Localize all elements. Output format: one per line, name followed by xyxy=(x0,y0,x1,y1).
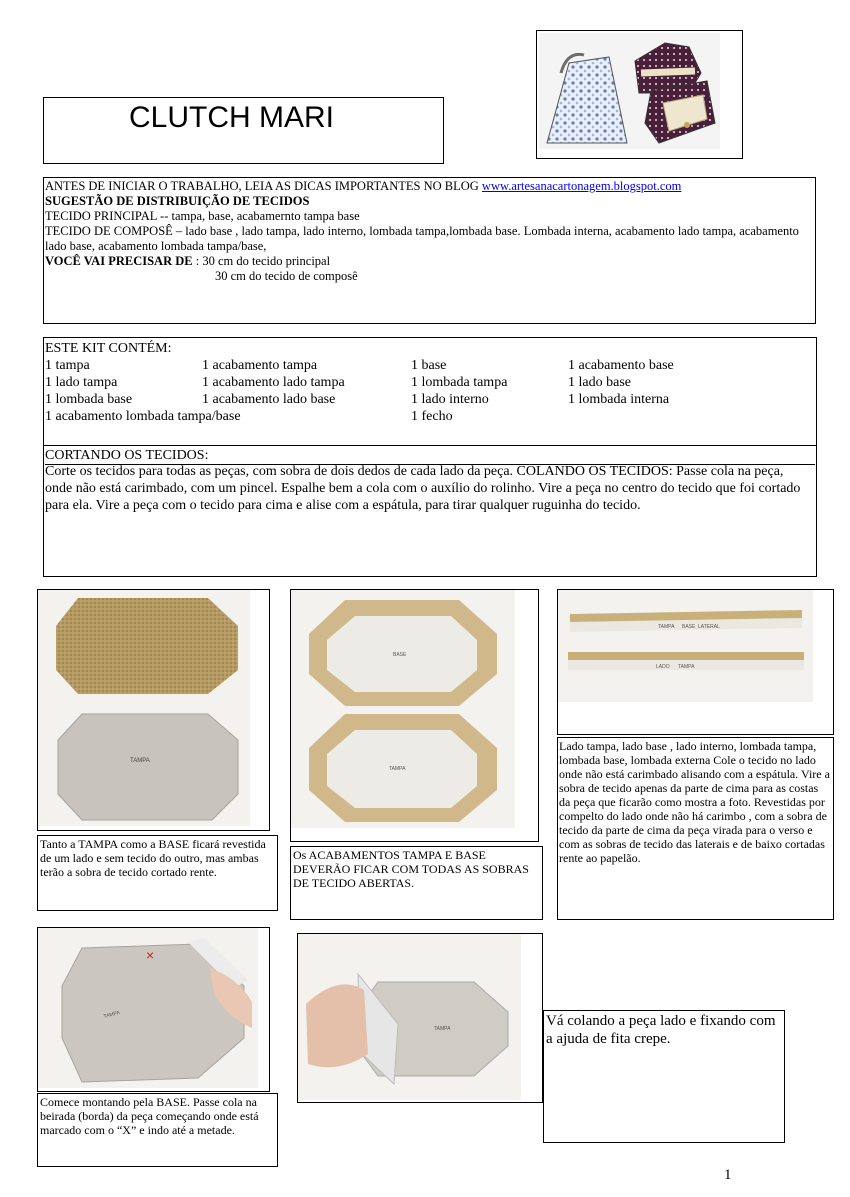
step1-caption-box xyxy=(37,835,278,911)
tampa-stamp-4: TAMPA xyxy=(434,1026,451,1032)
step4-caption: Comece montando pela BASE. Passe cola na beirada (borda) da peça começando onde está marcado com o “X” e indo até a metade. xyxy=(40,1095,259,1137)
blog-link[interactable]: www.artesanacartonagem.blogspot.com xyxy=(481,179,682,193)
step5-photo xyxy=(298,934,521,1100)
kit-item: 1 acabamento lado tampa xyxy=(202,375,345,390)
kit-item: 1 acabamento lado base xyxy=(202,392,336,407)
step5-caption: Vá colando a peça lado e fixando com a ajuda de fita crepe. xyxy=(546,1013,776,1047)
step3-photo xyxy=(558,590,813,702)
kit-item: 1 acabamento tampa xyxy=(202,358,318,373)
strip2-label-a: LADO xyxy=(656,664,670,670)
step3-photo-frame xyxy=(557,589,834,735)
strips-illustration xyxy=(558,590,813,702)
kit-item: 1 fecho xyxy=(411,409,453,424)
tampa-stamp-2: TAMPA xyxy=(389,766,406,772)
x-mark: × xyxy=(146,947,155,963)
clutch-illustration xyxy=(539,33,720,149)
need-2: 30 cm do tecido de composê xyxy=(215,269,358,283)
intro-box xyxy=(43,177,816,324)
kit-col-3 xyxy=(411,357,507,425)
step2-photo-frame xyxy=(290,589,539,842)
step5-photo-frame xyxy=(297,933,543,1103)
strip1-label-b: BASE xyxy=(682,624,696,630)
strip2-label-b: TAMPA xyxy=(678,664,695,670)
intro-warning: ANTES DE INICIAR O TRABALHO, LEIA AS DICAS IMPORTANTES NO BLOG xyxy=(45,179,479,193)
strip1-label-c: LATERAL xyxy=(698,624,720,630)
fabric-principal: TECIDO PRINCIPAL -- tampa, base, acabamernto tampa base xyxy=(45,209,360,223)
finishing-pieces-illustration xyxy=(291,590,515,828)
strip1-label-a: TAMPA xyxy=(658,624,675,630)
fabric-compose: TECIDO DE COMPOSÊ – lado base , lado tampa, lado interno, lombada tampa,lombada base. Lombada interna, acabamento lado tampa, acabamento lado base, acabamento lombada tampa/base, xyxy=(45,224,799,253)
need-line xyxy=(45,254,810,269)
step4-photo xyxy=(38,928,258,1088)
kit-item: 1 lado interno xyxy=(411,392,489,407)
tampa-stamp-3: TAMPA xyxy=(102,1009,121,1020)
step2-caption: Os ACABAMENTOS TAMPA E BASE DEVERÃO FICAR COM TODAS AS SOBRAS DE TECIDO ABERTAS. xyxy=(293,848,529,890)
kit-item: 1 lombada interna xyxy=(568,392,670,407)
product-photo xyxy=(539,33,720,149)
kit-box xyxy=(43,337,817,457)
kit-item: 1 tampa xyxy=(45,358,90,373)
kit-heading: ESTE KIT CONTÉM: xyxy=(45,341,172,356)
cutting-text: Corte os tecidos para todas as peças, com sobra de dois dedos de cada lado da peça. COLANDO OS TECIDOS: Passe cola na peça, onde não está carimbado, com um pincel. Espalhe bem a cola com o auxílio do rolinho. Vire a peça no centro do tecido que foi cortado para ela. Vire a peça com o tecido para cima e alise com a espátula, para tirar qualquer ruguinha do tecido. xyxy=(45,464,801,513)
tape-fixing-illustration xyxy=(298,934,521,1100)
intro-text xyxy=(45,179,810,284)
kit-item: 1 base xyxy=(411,358,447,373)
step1-photo xyxy=(38,590,250,826)
step2-photo xyxy=(291,590,515,828)
glue-base-illustration xyxy=(38,928,258,1088)
kit-item: 1 acabamento base xyxy=(568,358,674,373)
kit-item: 1 lado tampa xyxy=(45,375,118,390)
tampa-stamp: TAMPA xyxy=(130,758,150,764)
kit-item: 1 lado base xyxy=(568,375,631,390)
step1-caption: Tanto a TAMPA como a BASE ficará revestida de um lado e sem tecido do outro, mas ambas terão a sobra de tecido cortado rente. xyxy=(40,837,266,879)
cardboard-pieces-illustration xyxy=(38,590,250,826)
kit-item: 1 acabamento lombada tampa/base xyxy=(45,409,241,424)
need-label: VOCÊ VAI PRECISAR DE xyxy=(45,254,193,268)
product-photo-frame xyxy=(536,30,743,159)
title-box xyxy=(43,97,444,164)
step2-caption-box xyxy=(290,846,543,920)
kit-item: 1 lombada base xyxy=(45,392,133,407)
step3-caption-box xyxy=(557,737,834,920)
need-1: : 30 cm do tecido principal xyxy=(195,254,331,268)
cutting-heading: CORTANDO OS TECIDOS: xyxy=(45,447,815,465)
kit-col-2 xyxy=(202,357,345,408)
distribution-heading: SUGESTÃO DE DISTRIBUIÇÃO DE TECIDOS xyxy=(45,194,310,208)
step4-caption-box xyxy=(37,1093,278,1167)
page-title: CLUTCH MARI xyxy=(129,101,335,134)
kit-col-4 xyxy=(568,357,674,408)
step4-photo-frame xyxy=(37,927,270,1092)
page-number: 1 xyxy=(724,1167,732,1183)
step3-caption: Lado tampa, lado base , lado interno, lombada tampa, lombada base, lombada externa Cole o tecido no lado onde não está carimbado alisando com a espátula. Vire a sobra de tecido apenas da parte de cima para as costas da peça que ficarão como mostra a foto. Revestidas por compelto do lado onde não há carimbo , com a sobra de tecido da parte de cima da peça virada para o verso e com as sobras de tecido das laterais e de baixo cortadas rente ao papelão. xyxy=(559,739,830,865)
intro-warning-line xyxy=(45,179,810,194)
kit-item: 1 lombada tampa xyxy=(411,375,508,390)
base-stamp: BASE xyxy=(393,652,407,658)
cutting-box xyxy=(43,445,817,577)
step5-caption-box xyxy=(543,1010,785,1143)
step1-photo-frame xyxy=(37,589,270,831)
